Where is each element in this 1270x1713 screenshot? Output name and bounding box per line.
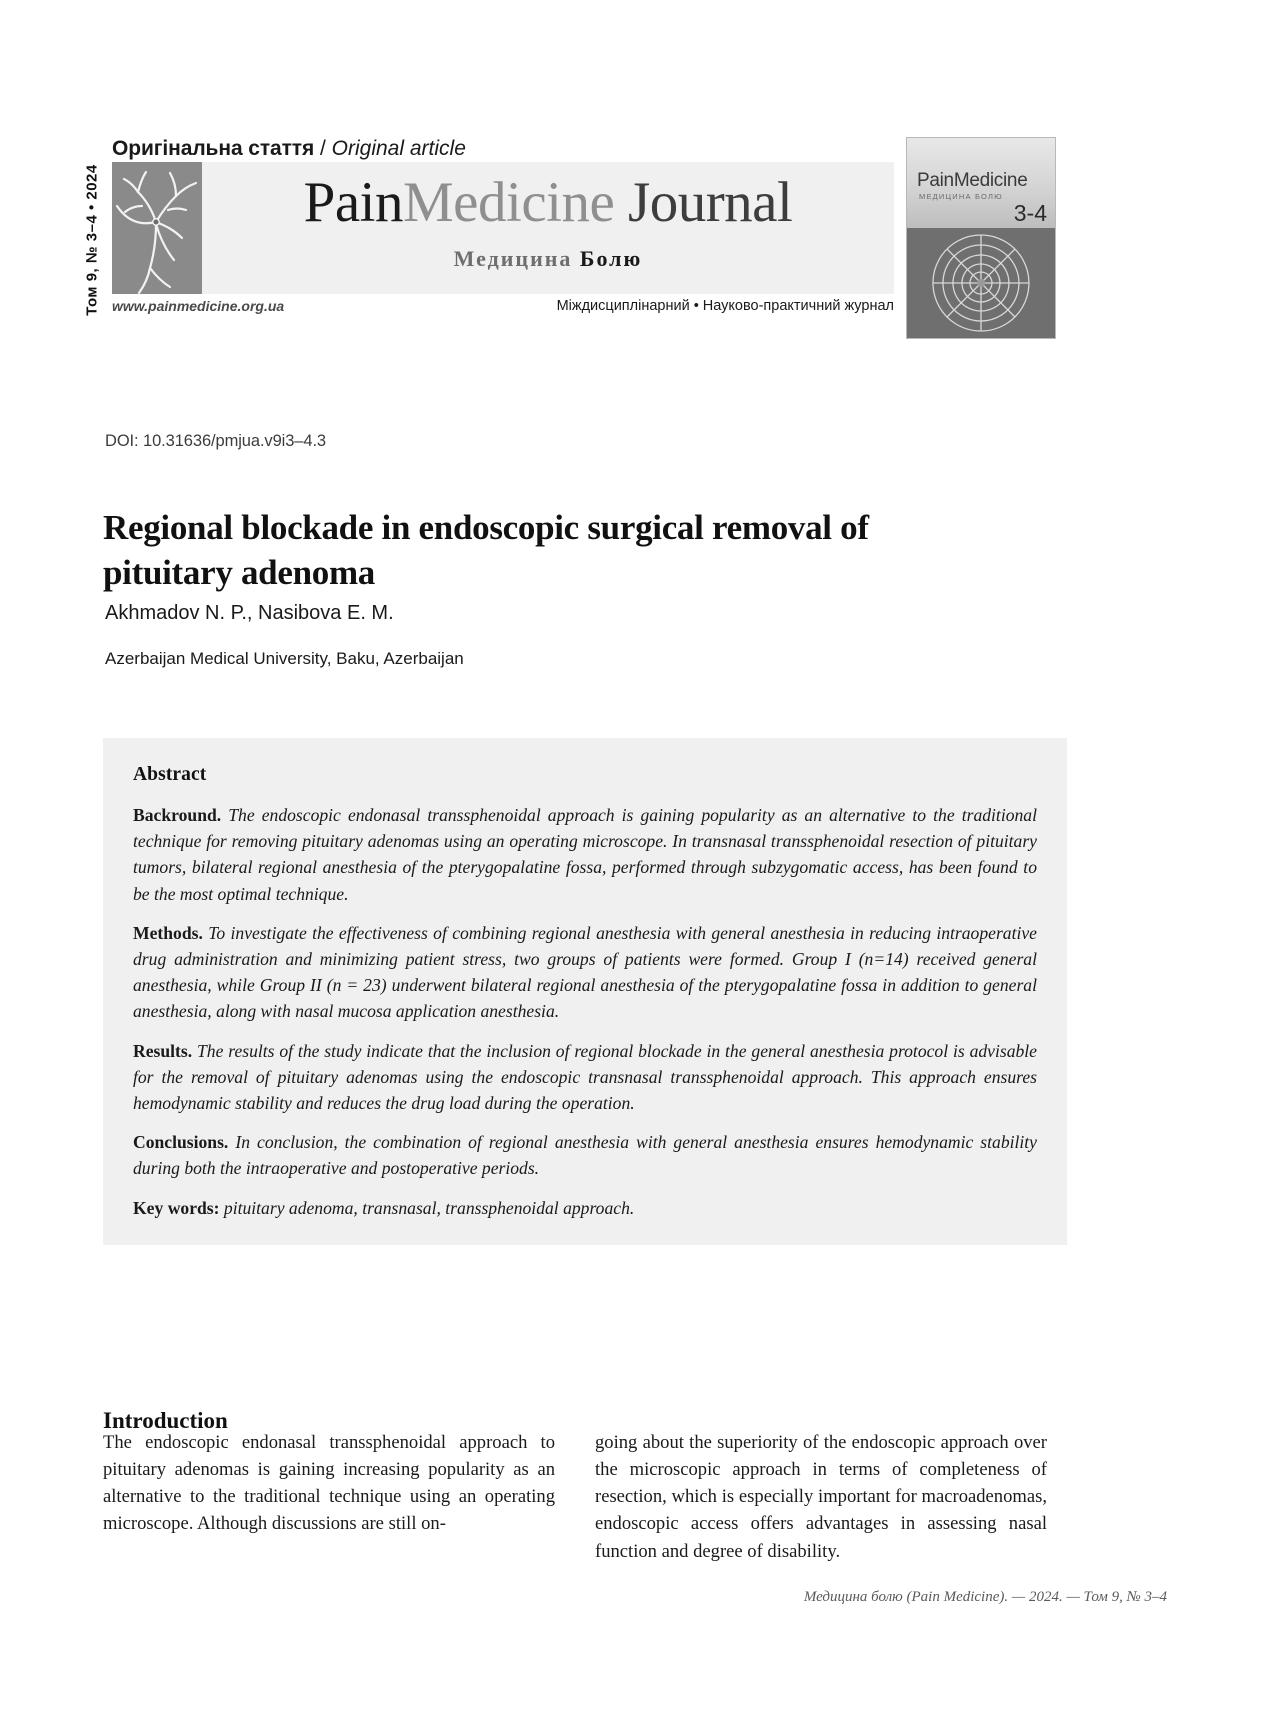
cover-brand-label: PainMedicine [917, 170, 1028, 191]
journal-subtitle-b: Болю [579, 246, 643, 271]
abstract-lead-conclusions: Conclusions. [133, 1132, 229, 1153]
neuron-illustration [112, 162, 202, 294]
introduction-heading: Introduction [103, 1408, 228, 1434]
introduction-columns [103, 1429, 1067, 1569]
journal-title-journal: Journal [614, 171, 793, 234]
author-list: Akhmadov N. P., Nasibova E. M. [105, 602, 394, 624]
journal-title-medicine: Medicine [403, 171, 615, 234]
kicker-separator: / [314, 137, 332, 160]
nautilus-shell-image [907, 228, 1055, 338]
cover-top-panel [907, 138, 1055, 228]
introduction-text-right: going about the superiority of the endoscopic approach over the microscopic approach in terms of completeness of resection, which is especially important for macroadenomas, endoscopic access offers advantages in assessing nasal function and degree of disability. [595, 1432, 1047, 1562]
introduction-text-left: The endoscopic endonasal transsphenoidal approach to pituitary adenomas is gaining increasing popularity as an alternative to the traditional technique using an operating microscope. Although discussions are still on- [103, 1432, 555, 1535]
volume-spine [79, 150, 105, 330]
introduction-column-left [103, 1429, 555, 1538]
journal-website-link[interactable]: www.painmedicine.org.ua [112, 298, 285, 314]
journal-tagline: Міждисциплінарний • Науково-практичний журнал [556, 298, 894, 314]
journal-title [202, 171, 894, 234]
affiliation-text: Azerbaijan Medical University, Baku, Azerbaijan [105, 649, 464, 668]
issue-cover-thumbnail [906, 137, 1056, 339]
journal-banner [202, 162, 894, 294]
journal-subtitle [202, 246, 894, 272]
kicker-english: Original article [331, 137, 466, 160]
abstract-text-keywords: pituitary adenoma, transnasal, transsphenoidal approach. [219, 1197, 635, 1218]
introduction-column-right [595, 1429, 1047, 1565]
abstract-block [103, 738, 1067, 1245]
abstract-lead-methods: Methods. [133, 922, 203, 943]
cover-issue-number: 3-4 [1013, 200, 1047, 226]
cover-brand-sublabel: МЕДИЦИНА БОЛЮ [919, 192, 1003, 201]
abstract-paragraph-background [133, 802, 1037, 907]
volume-spine-label: Том 9, № 3–4 • 2024 [83, 164, 101, 316]
page-title: Regional blockade in endoscopic surgical removal of pituitary adenoma [103, 508, 869, 592]
abstract-paragraph-methods [133, 920, 1037, 1025]
abstract-lead-results: Results. [133, 1040, 193, 1061]
abstract-heading: Abstract [133, 764, 207, 785]
abstract-lead-background: Backround. [133, 805, 222, 825]
journal-subtitle-a: Медицина [453, 246, 580, 271]
abstract-text-background: The endoscopic endonasal transsphenoidal approach is gaining popularity as an alternative to the traditional technique for removing pituitary adenomas using an operating microscope. In transnasal transsphenoidal resection of pituitary tumors, bilateral regional anesthesia of the pterygopalatine fossa, performed through subzygomatic access, has been found to be the most optimal technique. [133, 805, 1037, 904]
abstract-paragraph-results [133, 1038, 1037, 1117]
abstract-paragraph-keywords [133, 1195, 1037, 1221]
kicker-ukrainian: Оригінальна стаття [112, 137, 315, 160]
abstract-text-conclusions: In conclusion, the combination of regional anesthesia with general anesthesia ensures hemodynamic stability during both the intraoperative and postoperative periods. [133, 1132, 1037, 1179]
abstract-text-methods: To investigate the effectiveness of combining regional anesthesia with general anesthesia in reducing intraoperative drug administration and minimizing patient stress, two groups of patients were formed. Group I (n=14) received general anesthesia, while Group II (n = 23) underwent bilateral regional anesthesia of the pterygopalatine fossa in addition to general anesthesia, along with nasal mucosa application anesthesia. [133, 922, 1037, 1022]
page-footer: Медицина болю (Pain Medicine). — 2024. — Том 9, № 3–4 [803, 1589, 1167, 1605]
abstract-paragraph-conclusions [133, 1129, 1037, 1181]
article-type-kicker [112, 137, 466, 160]
masthead [0, 0, 1270, 360]
abstract-text-results: The results of the study indicate that the inclusion of regional blockade in the general anesthesia protocol is advisable for the removal of pituitary adenomas using the endoscopic transnasal transsphenoidal approach. This approach ensures hemodynamic stability and reduces the drug load during the operation. [133, 1040, 1037, 1114]
journal-title-pain: Pain [303, 171, 403, 234]
abstract-lead-keywords: Key words: [133, 1197, 220, 1218]
doi-text[interactable]: DOI: 10.31636/pmjua.v9i3–4.3 [105, 432, 327, 450]
